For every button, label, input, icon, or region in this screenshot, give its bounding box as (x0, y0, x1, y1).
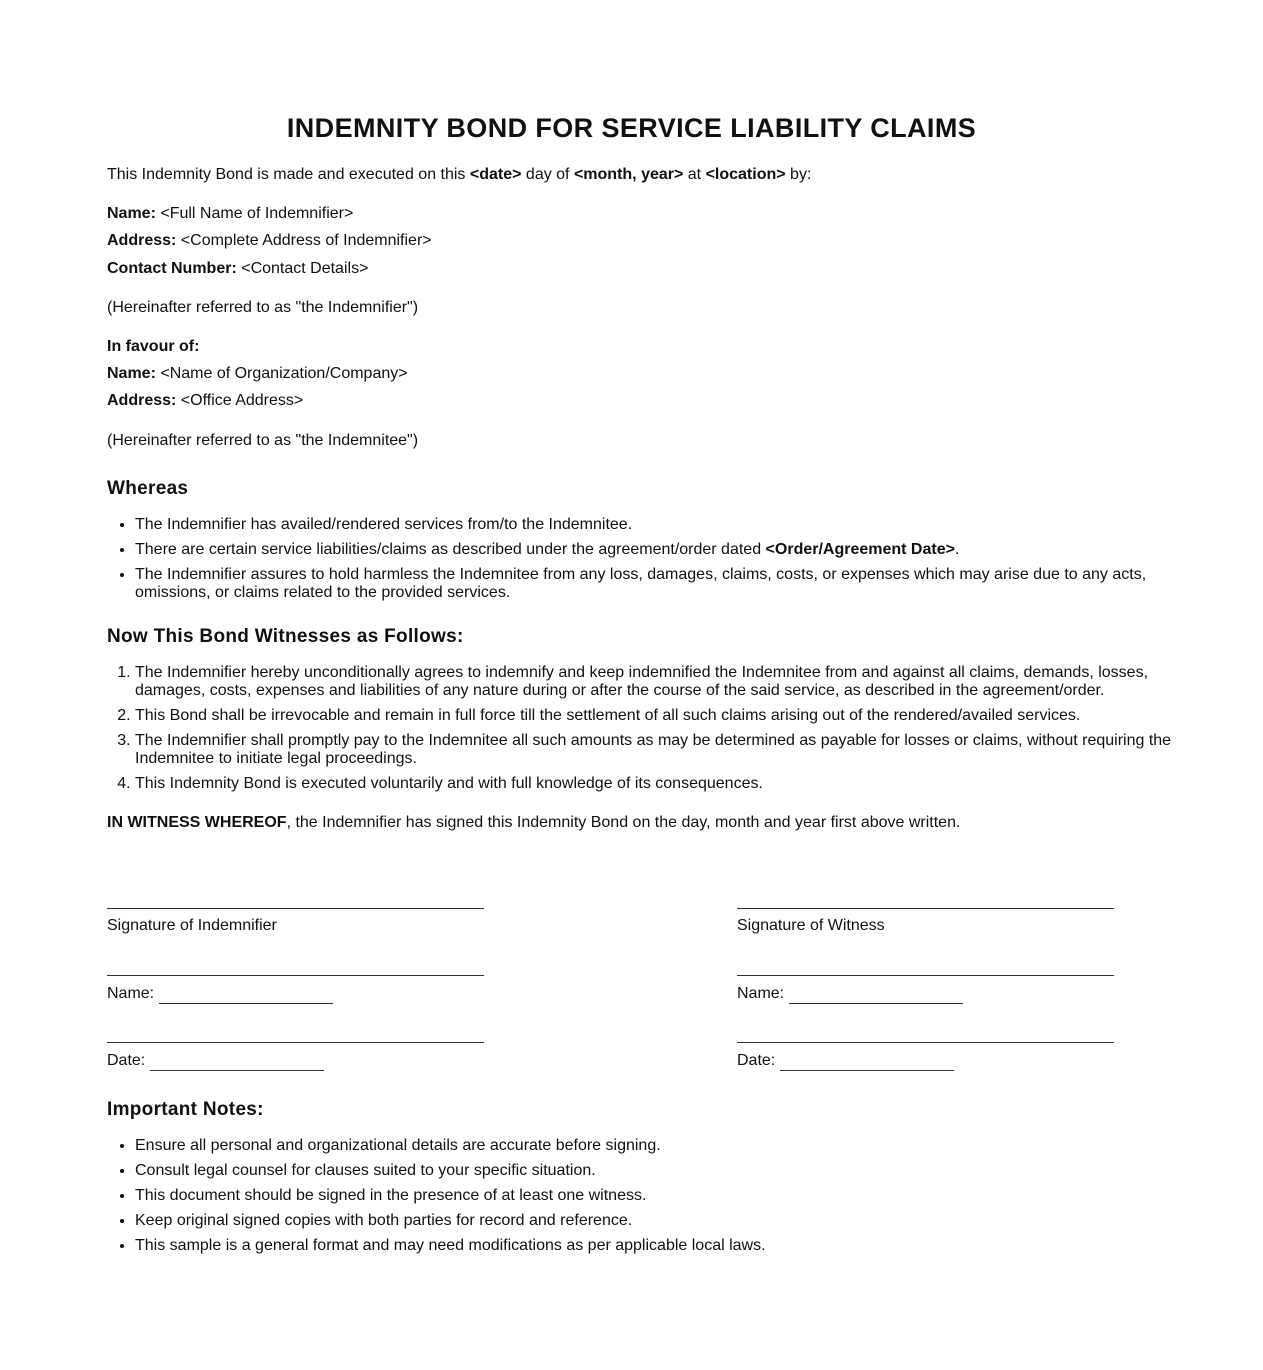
indemnifier-signature-label: Signature of Indemnifier (107, 917, 277, 934)
name-label: Name: (737, 985, 785, 1002)
whereas-list (107, 516, 1181, 609)
witness-date-rule (737, 1042, 1114, 1043)
witness-clause: 1. The Indemnifier hereby unconditionally agrees to indemnify and keep indemnified the Indemnitee from and against all claims, demands, losses, damages, costs, expenses and liabilities of any nature during or after the course of the said service, as described in the agreement/order. (135, 664, 1181, 700)
witnesses-heading: Now This Bond Witnesses as Follows: (107, 626, 464, 647)
indemnitee-name-value: <Name of Organization/Company> (155, 365, 408, 382)
indemnitee-address-value: <Office Address> (176, 392, 304, 409)
name-label: Name: (107, 985, 155, 1002)
indemnitee-name-line (107, 364, 408, 384)
notes-heading: Important Notes: (107, 1099, 264, 1120)
witness-clause: 3. The Indemnifier shall promptly pay to the Indemnitee all such amounts as may be determined as payable for losses or claims, without requiring the Indemnitee to initiate legal proceedings. (135, 732, 1181, 768)
indemnifier-date-rule (107, 1042, 484, 1043)
date-label: Date: (737, 1052, 776, 1069)
indemnifier-referred: (Hereinafter referred to as "the Indemnifier") (107, 299, 419, 316)
note-item: • Ensure all personal and organizational details are accurate before signing. (135, 1137, 1181, 1155)
witness-clause: 2. This Bond shall be irrevocable and remain in full force till the settlement of all such claims arising out of the rendered/availed services. (135, 707, 1181, 725)
date-blank (150, 1055, 324, 1071)
whereas-item (135, 541, 1181, 559)
whereas-item2-pre: There are certain service liabilities/claims as described under the agreement/order dated (135, 541, 766, 558)
indemnifier-name-field (107, 984, 333, 1004)
witness-name-field (737, 984, 963, 1004)
indemnifier-address-value: <Complete Address of Indemnifier> (176, 232, 432, 249)
intro-mid1: day of (521, 166, 574, 183)
witness-name-rule (737, 975, 1114, 976)
indemnifier-contact-line (107, 259, 368, 279)
in-favour-text: In favour of: (107, 338, 200, 355)
witness-date-field (737, 1051, 954, 1071)
indemnitee-referred: (Hereinafter referred to as "the Indemnitee") (107, 432, 419, 449)
indemnifier-name-label: Name: (107, 205, 156, 222)
note-item: • Keep original signed copies with both parties for record and reference. (135, 1212, 1181, 1230)
document-title: INDEMNITY BOND FOR SERVICE LIABILITY CLAIMS (286, 113, 977, 143)
name-blank (159, 988, 333, 1004)
intro-paragraph (107, 165, 811, 185)
witness-signature-label: Signature of Witness (737, 917, 885, 934)
in-witness-paragraph (107, 813, 960, 833)
in-favour-label (107, 337, 199, 357)
date-placeholder: <date> (469, 166, 522, 183)
indemnitee-name-label: Name: (107, 365, 156, 382)
location-placeholder: <location> (705, 166, 786, 183)
month-year-placeholder: <month, year> (573, 166, 684, 183)
indemnifier-signature-line (107, 908, 484, 909)
whereas-item: • The Indemnifier assures to hold harmless the Indemnitee from any loss, damages, claims, costs, or expenses which may arise due to any acts, omissions, or claims related to the provided services. (135, 566, 1181, 602)
date-label: Date: (107, 1052, 146, 1069)
indemnifier-address-label: Address: (107, 232, 177, 249)
order-date-placeholder: <Order/Agreement Date> (765, 541, 955, 558)
indemnifier-address-line (107, 231, 432, 251)
indemnifier-name-line (107, 204, 353, 224)
witnesses-list (107, 664, 1181, 800)
indemnifier-name-rule (107, 975, 484, 976)
note-item: • This sample is a general format and may need modifications as per applicable local laws. (135, 1237, 1181, 1255)
in-witness-bold: IN WITNESS WHEREOF (107, 814, 287, 831)
note-item: • Consult legal counsel for clauses suited to your specific situation. (135, 1162, 1181, 1180)
indemnitee-address-label: Address: (107, 392, 177, 409)
indemnifier-contact-value: <Contact Details> (236, 260, 369, 277)
indemnifier-name-value: <Full Name of Indemnifier> (155, 205, 354, 222)
whereas-heading: Whereas (107, 478, 189, 499)
notes-list (107, 1137, 1181, 1262)
intro-post: by: (785, 166, 812, 183)
witness-signature-line (737, 908, 1114, 909)
in-witness-rest: , the Indemnifier has signed this Indemnity Bond on the day, month and year first above written. (286, 814, 961, 831)
note-item: • This document should be signed in the presence of at least one witness. (135, 1187, 1181, 1205)
whereas-item2-post: . (954, 541, 960, 558)
intro-pre: This Indemnity Bond is made and executed on this (107, 166, 470, 183)
indemnitee-address-line (107, 391, 303, 411)
whereas-item: • The Indemnifier has availed/rendered services from/to the Indemnitee. (135, 516, 1181, 534)
date-blank (780, 1055, 954, 1071)
intro-mid2: at (683, 166, 706, 183)
name-blank (789, 988, 963, 1004)
indemnifier-contact-label: Contact Number: (107, 260, 237, 277)
witness-clause: 4. This Indemnity Bond is executed voluntarily and with full knowledge of its consequences. (135, 775, 1181, 793)
indemnifier-date-field (107, 1051, 324, 1071)
